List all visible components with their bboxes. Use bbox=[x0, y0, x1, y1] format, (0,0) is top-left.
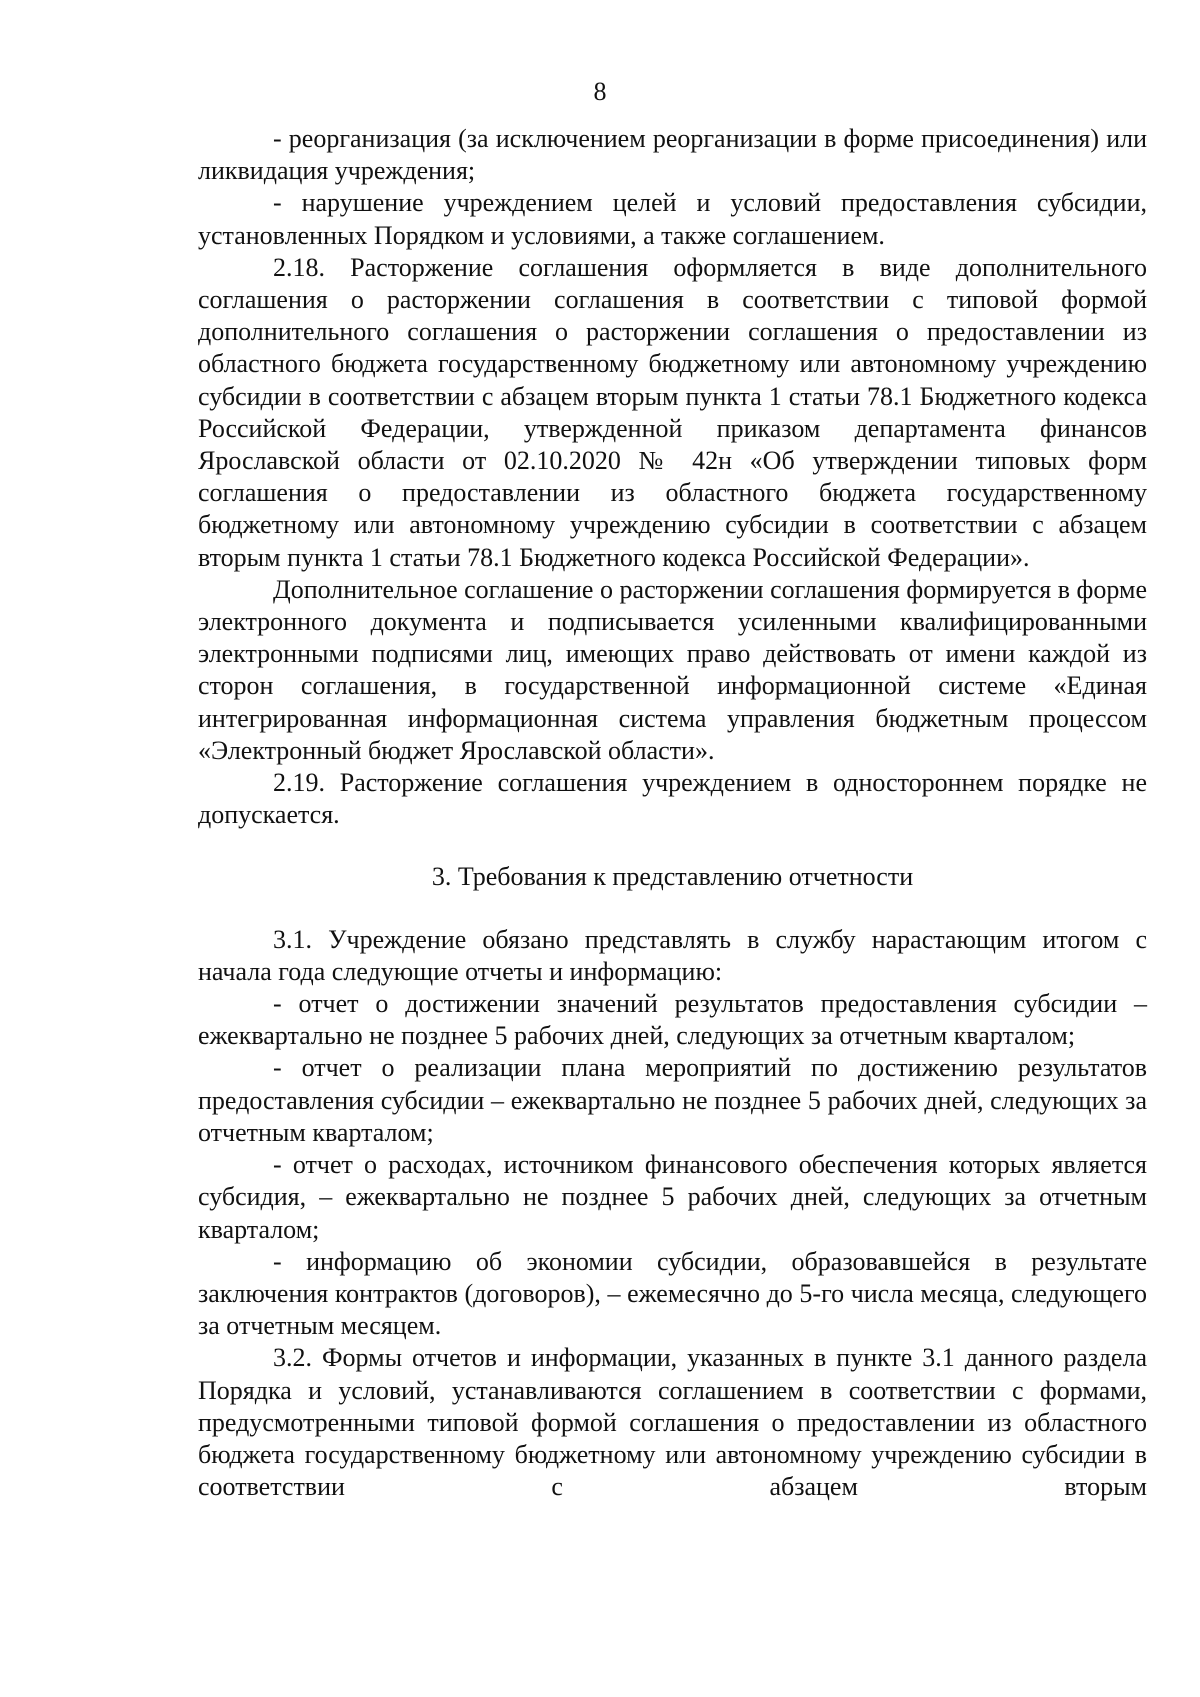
paragraph-3-2: 3.2. Формы отчетов и информации, указанных в пункте 3.1 данного раздела Порядка и условий, устанавливаются соглашением в соответствии с формами, предусмотренными типовой формой соглашения о предоставлении из областного бюджета государственному бюджетному или автономному учреждению субсидии в соответствии с абзацем вторым bbox=[198, 1343, 1147, 1502]
list-item-savings-info: - информацию об экономии субсидии, образовавшейся в результате заключения контрактов (договоров), – ежемесячно до 5-го числа месяца, следующего за отчетным месяцем. bbox=[198, 1246, 1147, 1341]
paragraph-2-18: 2.18. Расторжение соглашения оформляется в виде дополнительного соглашения о расторжении соглашения в соответствии с типовой формой дополнительного соглашения о расторжении соглашения о предоставлении из областного бюджета государственному бюджетному или автономному учреждению субсидии в соответствии с абзацем вторым пункта 1 статьи 78.1 Бюджетного кодекса Российской Федерации, утвержденной приказом департамента финансов Ярославской области от 02.10.2020 № 42н «Об утверждении типовых форм соглашения о предоставлении из областного бюджета государственному бюджетному или автономному учреждению субсидии в соответствии с абзацем вторым пункта 1 статьи 78.1 Бюджетного кодекса Российской Федерации». bbox=[198, 252, 1147, 572]
paragraph-reorganization: - реорганизация (за исключением реорганизации в форме присоединения) или ликвидация учреждения; bbox=[198, 124, 1147, 186]
list-item-expenses-report: - отчет о расходах, источником финансового обеспечения которых является субсидия, – ежеквартально не позднее 5 рабочих дней, следующих за отчетным кварталом; bbox=[198, 1150, 1147, 1244]
paragraph-violation: - нарушение учреждением целей и условий предоставления субсидии, установленных Порядком и условиями, а также соглашением. bbox=[198, 188, 1147, 250]
paragraph-2-19: 2.19. Расторжение соглашения учреждением в одностороннем порядке не допускается. bbox=[198, 768, 1147, 830]
section-heading: 3. Требования к представлению отчетности bbox=[431, 862, 914, 892]
paragraph-additional-agreement: Дополнительное соглашение о расторжении соглашения формируется в форме электронного документа и подписывается усиленными квалифицированными электронными подписями лиц, имеющих право действовать от имени каждой из сторон соглашения, в государственной информационной системе «Единая интегрированная информационная система управления бюджетным процессом «Электронный бюджет Ярославской области». bbox=[198, 574, 1147, 765]
page-number: 8 bbox=[593, 77, 607, 106]
list-item-results-report: - отчет о достижении значений результатов предоставления субсидии – ежеквартально не позднее 5 рабочих дней, следующих за отчетным кварталом; bbox=[198, 989, 1147, 1051]
list-item-plan-report: - отчет о реализации плана мероприятий по достижению результатов предоставления субсидии – ежеквартально не позднее 5 рабочих дней, следующих за отчетным кварталом; bbox=[198, 1053, 1147, 1147]
paragraph-3-1: 3.1. Учреждение обязано представлять в службу нарастающим итогом с начала года следующие отчеты и информацию: bbox=[198, 924, 1147, 986]
document-body bbox=[198, 123, 1147, 1503]
